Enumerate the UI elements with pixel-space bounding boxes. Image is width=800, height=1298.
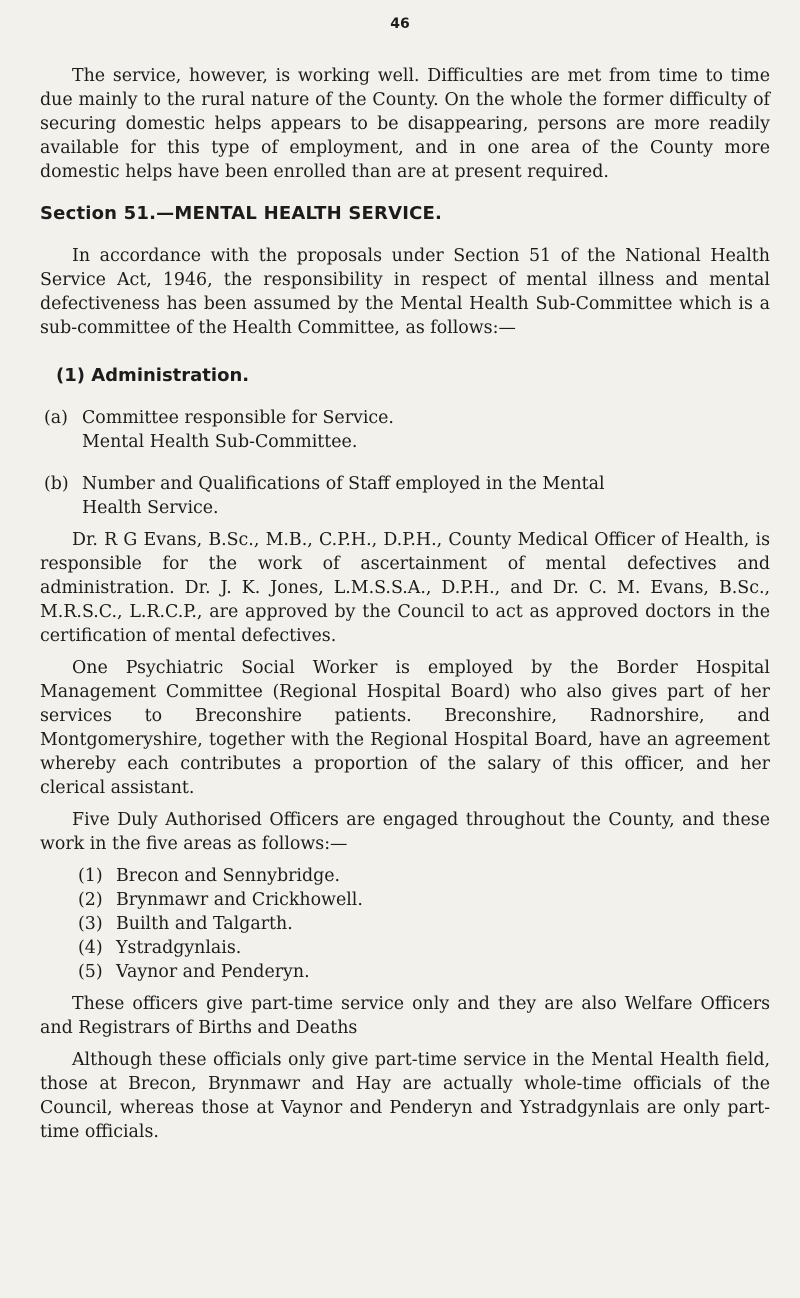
area-1-label: Brecon and Sennybridge. <box>116 866 341 886</box>
area-5-marker: (5) <box>78 962 103 982</box>
intro-paragraph: The service, however, is working well. Difficulties are met from time to time due mainly to the rural nature of the County. On the whole the former difficulty of securing domestic helps appears to be disappearing, persons are more readily available for this type of employment, and in one area of the County more domestic helps have been enrolled than are at present required. <box>40 66 770 182</box>
area-4-marker: (4) <box>78 938 103 958</box>
item-a-line2: Mental Health Sub-Committee. <box>82 432 358 452</box>
item-a <box>40 406 770 454</box>
area-3-label: Builth and Talgarth. <box>116 914 293 934</box>
list-item <box>78 888 770 912</box>
psychiatric-paragraph: One Psychiatric Social Worker is employed by the Border Hospital Management Committee (Regional Hospital Board) who also gives part of her services to Breconshire patients. Breconshire, Radnorshire, and Montgomeryshire, together with the Regional Hospital Board, have an agreement whereby each contributes a proportion of the salary of this officer, and her clerical assistant. <box>40 658 770 798</box>
section-heading: Section 51.—MENTAL HEALTH SERVICE. <box>40 203 443 224</box>
area-2-marker: (2) <box>78 890 103 910</box>
officers-paragraph: Five Duly Authorised Officers are engaged throughout the County, and these work in the five areas as follows:— <box>40 810 770 854</box>
item-a-line1: Committee responsible for Service. <box>82 408 394 428</box>
area-3-marker: (3) <box>78 914 103 934</box>
page-number: 46 <box>390 16 410 32</box>
list-item <box>78 960 770 984</box>
closing-paragraph: Although these officials only give part-time service in the Mental Health field, those at Brecon, Brynmawr and Hay are actually whole-time officials of the Council, whereas those at Vaynor and Penderyn and Ystradgynlais are only part-time officials. <box>40 1050 770 1142</box>
item-a-marker: (a) <box>44 408 68 428</box>
page-body <box>40 64 770 1144</box>
item-b-marker: (b) <box>44 474 69 494</box>
section-paragraph: In accordance with the proposals under Section 51 of the National Health Service Act, 1946, the responsibility in respect of mental illness and mental defectiveness has been assumed by the Mental Health Sub-Committee which is a sub-committee of the Health Committee, as follows:— <box>40 246 770 338</box>
item-b-line1: Number and Qualifications of Staff employed in the Mental <box>82 474 605 494</box>
part-time-paragraph: These officers give part-time service only and they are also Welfare Officers and Registrars of Births and Deaths <box>40 994 770 1038</box>
areas-list <box>78 864 770 984</box>
staff-paragraph: Dr. R G Evans, B.Sc., M.B., C.P.H., D.P.H., County Medical Officer of Health, is responsible for the work of ascertainment of mental defectives and administration. Dr. J. K. Jones, L.M.S.S.A., D.P.H., and Dr. C. M. Evans, B.Sc., M.R.S.C., L.R.C.P., are approved by the Council to act as approved doctors in the certification of mental defectives. <box>40 530 770 646</box>
area-1-marker: (1) <box>78 866 103 886</box>
area-4-label: Ystradgynlais. <box>116 938 242 958</box>
area-5-label: Vaynor and Penderyn. <box>116 962 310 982</box>
area-2-label: Brynmawr and Crickhowell. <box>116 890 363 910</box>
administration-subheading: (1) Administration. <box>56 365 250 386</box>
item-b-line2: Health Service. <box>82 498 219 518</box>
list-item <box>78 936 770 960</box>
item-b <box>40 472 770 520</box>
list-item <box>78 912 770 936</box>
list-item <box>78 864 770 888</box>
